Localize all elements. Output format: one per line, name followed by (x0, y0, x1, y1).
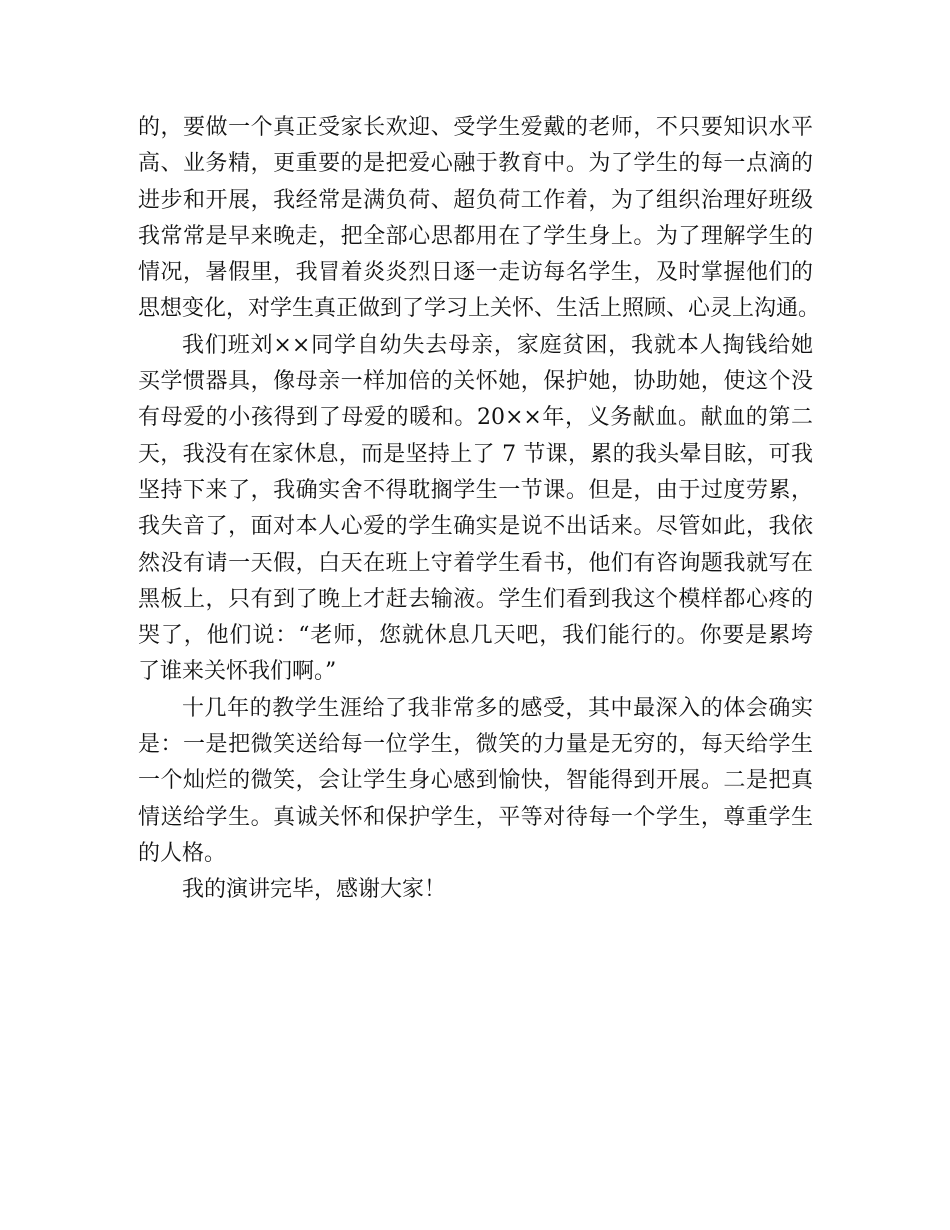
text-line: 我失音了，面对本人心爱的学生确实是说不出话来。尽管如此，我依 (138, 514, 813, 540)
text-line: 然没有请一天假，白天在班上守着学生看书，他们有咨询题我就写在 (138, 550, 813, 576)
text-line: 坚持下来了，我确实舍不得耽搁学生一节课。但是，由于过度劳累， (138, 477, 813, 503)
text-line: 十几年的教学生涯给了我非常多的感受，其中最深入的体会确实 (182, 695, 813, 721)
paragraph-4 (138, 872, 813, 908)
text-line: 我们班刘××同学自幼失去母亲，家庭贫困，我就本人掏钱给她 (182, 332, 813, 358)
text-line: 了谁来关怀我们啊。” (138, 659, 337, 685)
text-line: 思想变化，对学生真正做到了学习上关怀、生活上照顾、心灵上沟通。 (138, 296, 821, 322)
text-line: 一个灿烂的微笑，会让学生身心感到愉快，智能得到开展。二是把真 (138, 768, 813, 794)
text-line: 的，要做一个真正受家长欢迎、受学生爱戴的老师，不只要知识水平 (138, 115, 813, 140)
text-line: 黑板上，只有到了晚上才赶去输液。学生们看到我这个模样都心疼的 (138, 586, 813, 612)
text-line: 是：一是把微笑送给每一位学生，微笑的力量是无穷的，每天给学生 (138, 732, 813, 758)
paragraph-3 (138, 691, 813, 872)
document-body (138, 110, 821, 909)
text-line: 的人格。 (138, 840, 227, 866)
text-line: 天，我没有在家休息，而是坚持上了 7 节课，累的我头晕目眩，可我 (138, 441, 813, 467)
text-line: 情况，暑假里，我冒着炎炎烈日逐一走访每名学生，及时掌握他们的 (138, 260, 813, 286)
text-line: 有母爱的小孩得到了母爱的暖和。20××年，义务献血。献血的第二 (138, 405, 813, 431)
text-line: 高、业务精，更重要的是把爱心融于教育中。为了学生的每一点滴的 (138, 151, 813, 177)
text-line: 哭了，他们说：“老师，您就休息几天吧，我们能行的。你要是累垮 (138, 623, 813, 649)
paragraph-1 (138, 110, 821, 328)
text-line: 情送给学生。真诚关怀和保护学生，平等对待每一个学生，尊重学生 (138, 804, 813, 830)
text-line: 买学惯器具，像母亲一样加倍的关怀她，保护她，协助她，使这个没 (138, 369, 813, 395)
text-line: 我常常是早来晚走，把全部心思都用在了学生身上。为了理解学生的 (138, 223, 813, 249)
text-line: 我的演讲完毕，感谢大家！ (182, 877, 447, 903)
paragraph-2 (138, 328, 813, 691)
text-line: 进步和开展，我经常是满负荷、超负荷工作着，为了组织治理好班级 (138, 187, 813, 213)
